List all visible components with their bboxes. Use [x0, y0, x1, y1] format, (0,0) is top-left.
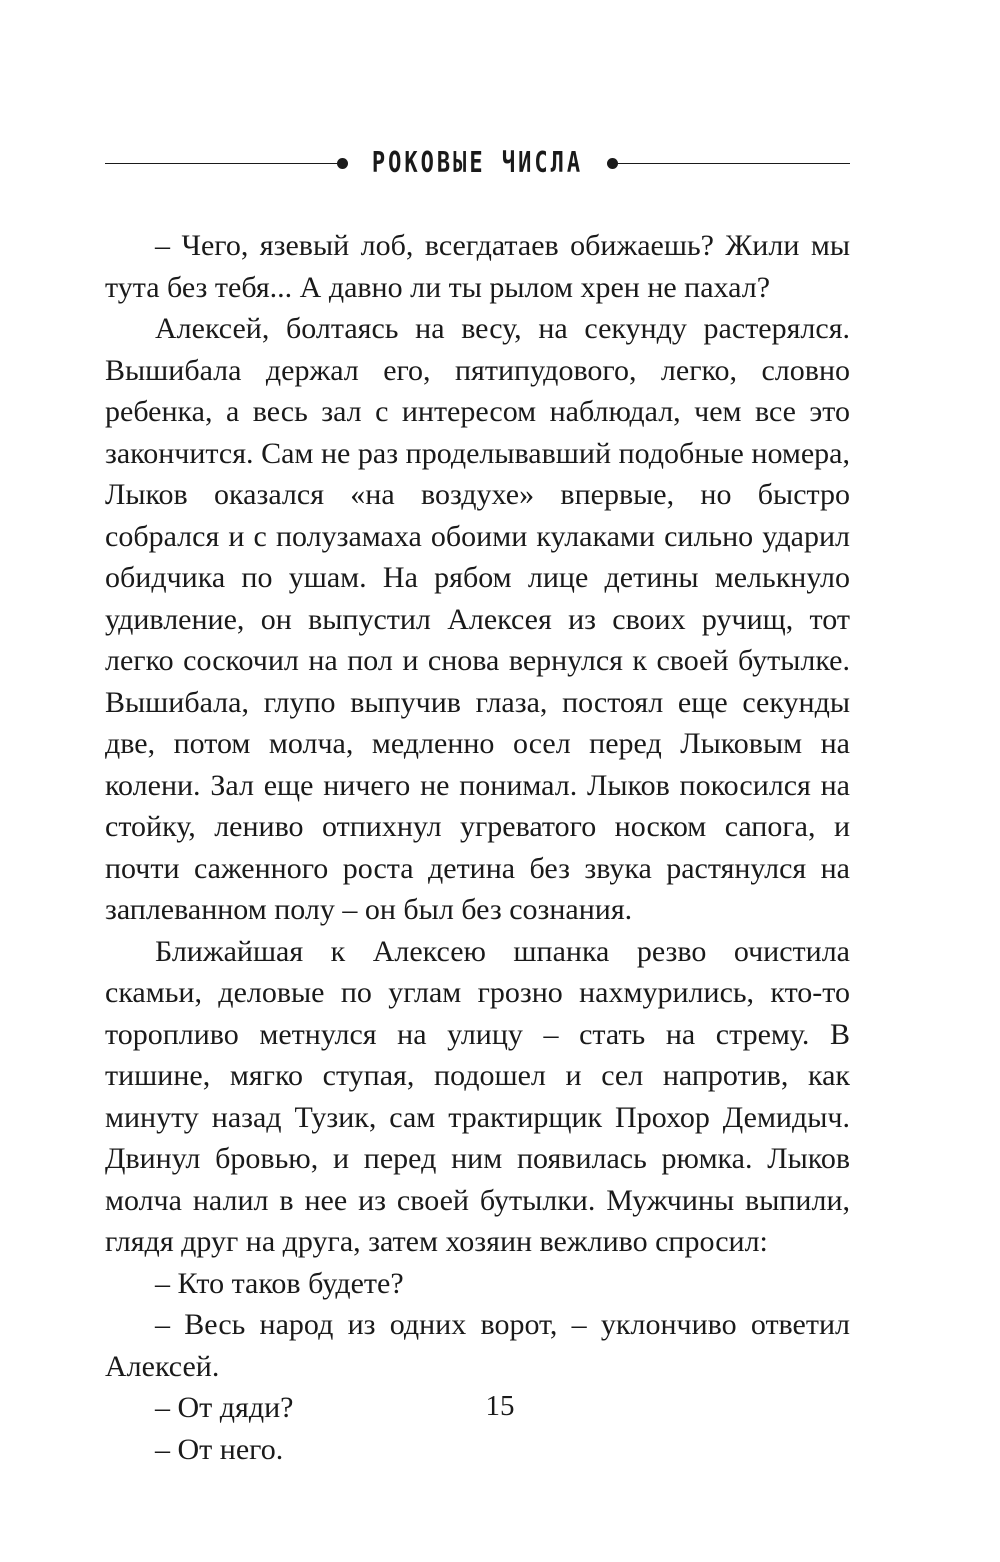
- running-head-dot-left: [337, 158, 348, 169]
- dialogue-line-3: – От дяди?: [155, 1391, 294, 1424]
- paragraph-3: Ближайшая к Алексею шпанка резво очистила скамьи, деловые по углам грозно нахмурились, кто-то торопливо метнулся на улицу – стать на стрему. В тишине, мягко ступая, подошел и сел напротив, как минуту назад Тузик, сам трактирщик Прохор Демидыч. Двинул бровью, и перед ним появилась рюмка. Лыков молча налил в нее из своей бутылки. Мужчины выпили, глядя друг на друга, затем хозяин вежливо спросил:: [105, 934, 850, 1258]
- running-head-rule-right: [618, 163, 850, 164]
- running-head-dot-right: [607, 158, 618, 169]
- running-head-title: РОКОВЫЕ ЧИСЛА: [371, 146, 584, 180]
- dialogue-line-2: – Весь народ из одних ворот, – уклончиво ответил Алексей.: [105, 1308, 850, 1383]
- running-head-rule-left: [105, 163, 337, 164]
- paragraph-2: Алексей, болтаясь на весу, на секунду растерялся. Вышибала держал его, пятипудового, легко, словно ребенка, а весь зал с интересом наблюдал, чем все это закончится. Сам не раз проделывавший подобные номера, Лыков оказался «на воздухе» впервые, но быстро собрался и с полузамаха обоими кулаками сильно ударил обидчика по ушам. На рябом лице детины мелькнуло удивление, он выпустил Алексея из своих ручищ, тот легко соскочил на пол и снова вернулся к своей бутылке. Вышибала, глупо выпучив глаза, постоял еще секунды две, потом молча, медленно осел перед Лыковым на колени. Зал еще ничего не понимал. Лыков покосился на стойку, лениво отпихнул угреватого носком сапога, и почти саженного роста детина без звука растянулся на заплеванном полу – он был без сознания.: [105, 312, 850, 926]
- running-head: [105, 146, 850, 180]
- dialogue-line-4: – От него.: [155, 1432, 284, 1466]
- dialogue-line-1: – Кто таков будете?: [155, 1266, 404, 1300]
- paragraph-1: – Чего, язевый лоб, всегдатаев обижаешь? Жили мы тута без тебя... А давно ли ты рылом хрен не пахал?: [105, 229, 850, 304]
- page-number: 15: [485, 1390, 515, 1422]
- text-body: [105, 225, 850, 1470]
